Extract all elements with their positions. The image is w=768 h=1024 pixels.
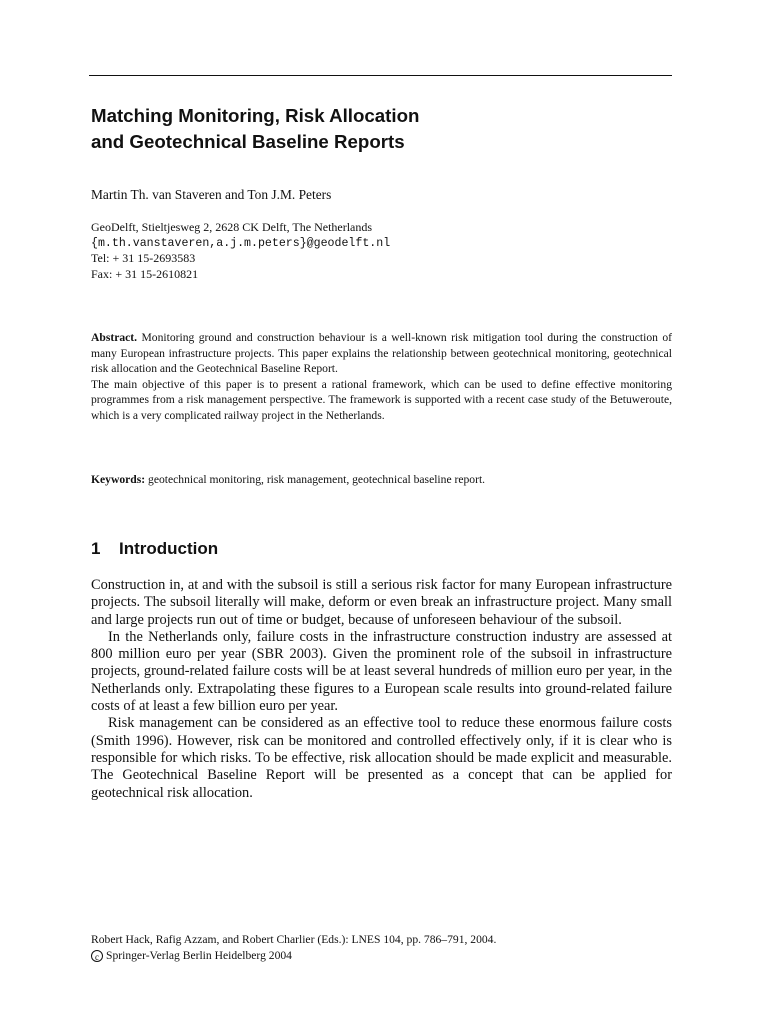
body-paragraph-3: Risk management can be considered as an effective tool to reduce these enormous failure costs (Smith 1996). However, risk can be monitored and controlled effectively only, if it is clear who is responsible for which risks. To be effective, risk allocation should be made explicit and measurable. The Geotechnical Baseline Report will be presented as a concept that can be applied for geotechnical risk allocation. (91, 715, 672, 801)
body-paragraph-2: In the Netherlands only, failure costs in the infrastructure construction industry are assessed at 800 million euro per year (SBR 2003). Given the prominent role of the subsoil in infrastructure projects, ground-related failure costs will be at least several hundreds of million euro per year, in the Netherlands only. Extrapolating these figures to a European scale results into ground-related failure costs of at least a few billion euro per year. (91, 628, 672, 715)
page-footer (91, 932, 496, 963)
telephone: Tel: + 31 15-2693583 (91, 251, 196, 266)
copyright-icon: c (91, 950, 103, 962)
affiliation-address: GeoDelft, Stieltjesweg 2, 2628 CK Delft, The Netherlands (91, 220, 373, 234)
keywords-text: geotechnical monitoring, risk management, geotechnical baseline report. (148, 473, 486, 486)
abstract-label: Abstract. (91, 331, 138, 344)
paper-title-line-1: Matching Monitoring, Risk Allocation (91, 105, 420, 126)
body-paragraph-1: Construction in, at and with the subsoil is still a serious risk factor for many European infrastructure projects. The subsoil literally will make, deform or even break an infrastructure project. Many small and large projects run out of time or budget, because of unforeseen behaviour of the subsoil. (91, 577, 672, 628)
footer-citation: Robert Hack, Rafig Azzam, and Robert Charlier (Eds.): LNES 104, pp. 786–791, 2004. (91, 933, 497, 946)
abstract-paragraph-2: The main objective of this paper is to present a rational framework, which can be used to define effective monitoring programmes from a risk management perspective. The framework is supported with a recent case study of the Betuweroute, which is a very complicated railway project in the Netherlands. (91, 377, 672, 422)
section-title: Introduction (119, 539, 219, 558)
paper-title (91, 103, 671, 155)
author-emails: {m.th.vanstaveren,a.j.m.peters}@geodelft.nl (91, 236, 391, 250)
abstract (91, 330, 672, 424)
paper-title-line-2: and Geotechnical Baseline Reports (91, 131, 405, 152)
keywords-label: Keywords: (91, 473, 146, 486)
affiliation-block (91, 220, 390, 282)
section-number: 1 (91, 539, 101, 558)
keywords (91, 472, 672, 488)
abstract-text-1: Monitoring ground and construction behaviour is a well-known risk mitigation tool during the construction of many European infrastructure projects. This paper explains the relationship between geotechnical monitoring, geotechnical risk allocation and the Geotechnical Baseline Report. (91, 331, 673, 376)
fax: Fax: + 31 15-2610821 (91, 266, 199, 281)
top-rule (89, 75, 672, 76)
abstract-paragraph-1 (91, 330, 672, 377)
introduction-body (91, 577, 672, 802)
section-heading-introduction (91, 537, 218, 561)
footer-copyright: Springer-Verlag Berlin Heidelberg 2004 (106, 948, 292, 962)
paper-authors: Martin Th. van Staveren and Ton J.M. Peters (91, 187, 332, 202)
footer-copyright-line (91, 948, 496, 964)
